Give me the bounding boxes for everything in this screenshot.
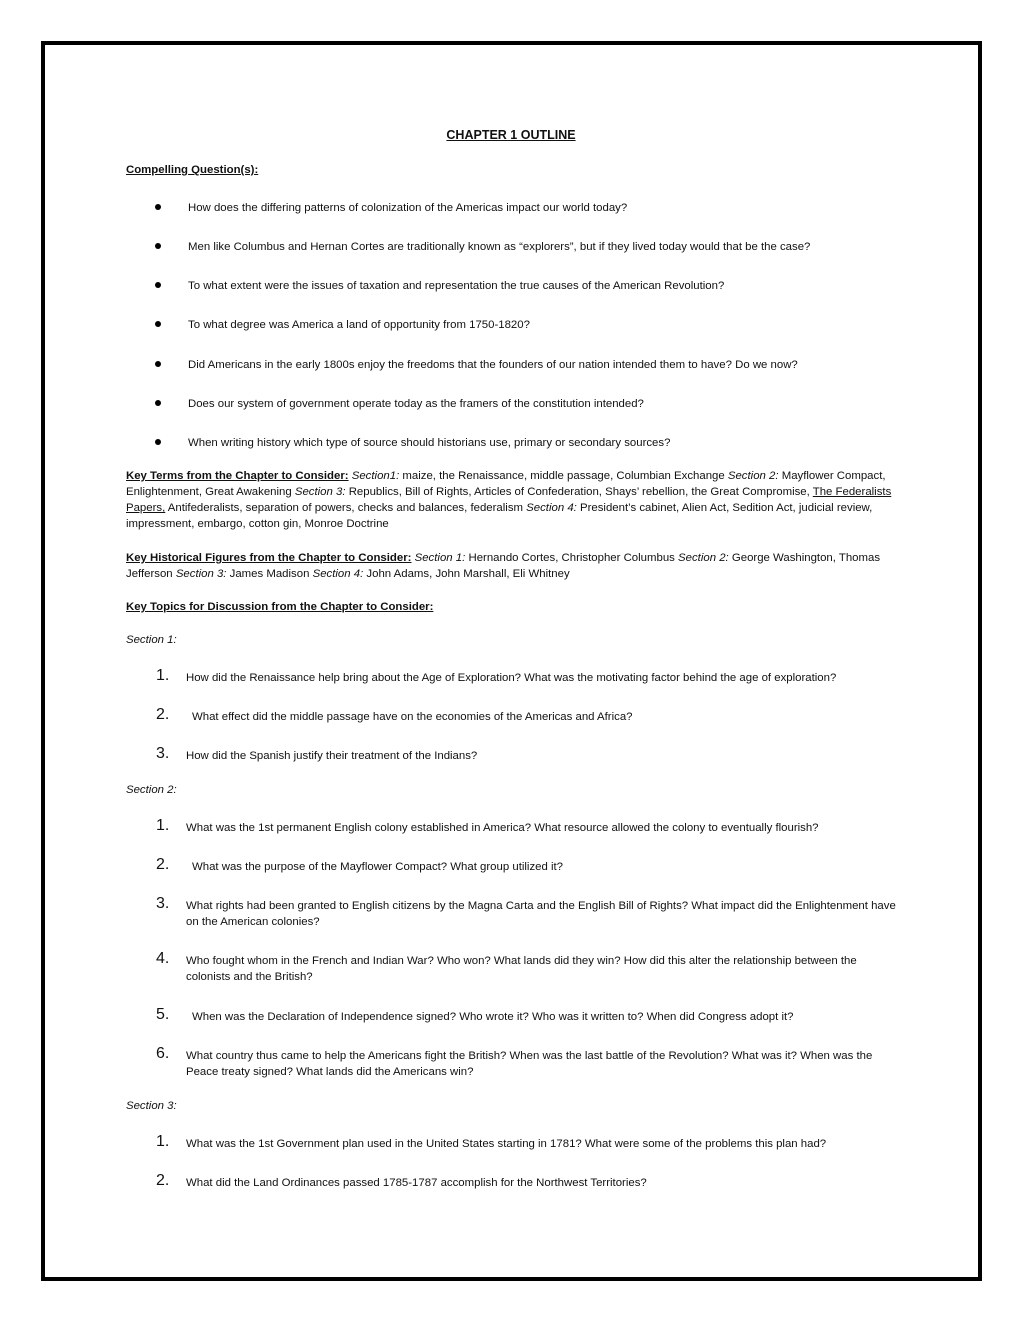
bullet-text: Does our system of government operate today as the framers of the constitution intended? (188, 398, 644, 410)
bullet-icon (155, 400, 161, 406)
section-label: Section 4: (526, 502, 577, 514)
terms-text: Republics, Bill of Rights, Articles of Confederation, Shays’ rebellion, the Great Compromise, (345, 486, 813, 498)
figures-text: John Adams, John Marshall, Eli Whitney (363, 568, 570, 580)
item-text: What was the 1st Government plan used in the United States starting in 1781? What were some of the problems this plan had? (186, 1138, 827, 1150)
figures-text: James Madison (226, 568, 313, 580)
bullet-icon (155, 204, 161, 210)
item-text: What effect did the middle passage have on the economies of the Americas and Africa? (192, 711, 633, 723)
compelling-heading: Compelling Question(s): (126, 164, 259, 176)
item-text: What rights had been granted to English citizens by the Magna Carta and the English Bill of Rights? What impact did the Enlightenment have on the American colonies? (186, 900, 896, 928)
item-number: 5. (156, 1006, 170, 1023)
item-number: 4. (156, 950, 170, 967)
figures-text: George Washington, Thomas Jefferson (126, 552, 881, 580)
bullet-text: When writing history which type of source should historians use, primary or secondary sources? (188, 437, 671, 449)
item-number: 1. (156, 667, 170, 684)
key-terms-heading: Key Terms from the Chapter to Consider: (126, 470, 349, 482)
section-label: Section1: (351, 470, 400, 482)
item-text: How did the Spanish justify their treatment of the Indians? (186, 750, 478, 762)
bullet-text: To what degree was America a land of opportunity from 1750-1820? (188, 319, 530, 331)
section-3-label: Section 3: (126, 1100, 177, 1112)
terms-text: Mayflower Compact, Enlightenment, Great Awakening (126, 470, 886, 498)
terms-text: maize, the Renaissance, middle passage, Columbian Exchange (399, 470, 728, 482)
item-text: Who fought whom in the French and Indian War? Who won? What lands did they win? How did this alter the relationship between the colonists and the British? (186, 955, 857, 983)
key-terms-paragraph (126, 468, 896, 532)
item-number: 3. (156, 745, 170, 762)
item-text: What was the 1st permanent English colony established in America? What resource allowed the colony to eventually flourish? (186, 822, 819, 834)
bullet-text: Men like Columbus and Hernan Cortes are traditionally known as “explorers”, but if they lived today would that be the case? (188, 241, 811, 253)
item-number: 1. (156, 817, 170, 834)
figures-text: Hernando Cortes, Christopher Columbus (465, 552, 679, 564)
bullet-icon (155, 321, 161, 327)
bullet-icon (155, 361, 161, 367)
item-text: What country thus came to help the Americans fight the British? When was the last battle of the Revolution? What was it? When was the Peace treaty signed? What lands did the Americans win? (186, 1050, 873, 1078)
terms-text: Antifederalists, separation of powers, checks and balances, federalism (165, 502, 527, 514)
item-number: 2. (156, 856, 170, 873)
item-text: What did the Land Ordinances passed 1785-1787 accomplish for the Northwest Territories? (186, 1177, 647, 1189)
section-label: Section 2: (678, 552, 729, 564)
section-label: Section 3: (294, 486, 346, 498)
page-border (41, 41, 982, 1281)
key-figures-heading: Key Historical Figures from the Chapter to Consider: (126, 552, 412, 564)
bullet-text: To what extent were the issues of taxation and representation the true causes of the American Revolution? (188, 280, 725, 292)
bullet-icon (155, 282, 161, 288)
item-number: 2. (156, 1172, 170, 1189)
key-topics-heading: Key Topics for Discussion from the Chapter to Consider: (126, 601, 434, 613)
bullet-icon (155, 243, 161, 249)
section-label: Section 2: (727, 470, 779, 482)
section-2-label: Section 2: (126, 784, 177, 796)
section-label: Section 4: (312, 568, 364, 580)
item-number: 1. (156, 1133, 170, 1150)
terms-text: President’s cabinet, Alien Act, Sedition Act, judicial review, impressment, embargo, cotton gin, Monroe Doctrine (126, 502, 873, 530)
item-number: 3. (156, 895, 170, 912)
bullet-icon (155, 439, 161, 445)
key-figures-paragraph (126, 550, 896, 582)
page-title: CHAPTER 1 OUTLINE (446, 128, 576, 142)
item-text: What was the purpose of the Mayflower Compact? What group utilized it? (192, 861, 564, 873)
item-number: 2. (156, 706, 170, 723)
bullet-text: How does the differing patterns of colonization of the Americas impact our world today? (188, 202, 628, 214)
section-label: Section 1: (414, 552, 466, 564)
item-text: How did the Renaissance help bring about the Age of Exploration? What was the motivating factor behind the age of exploration? (186, 672, 837, 684)
section-1-label: Section 1: (126, 634, 177, 646)
item-number: 6. (156, 1045, 170, 1062)
federalist-papers-term: The Federalists Papers, (126, 486, 892, 514)
bullet-text: Did Americans in the early 1800s enjoy the freedoms that the founders of our nation intended them to have? Do we now? (188, 359, 798, 371)
section-label: Section 3: (175, 568, 227, 580)
item-text: When was the Declaration of Independence signed? Who wrote it? Who was it written to? When did Congress adopt it? (192, 1011, 794, 1023)
